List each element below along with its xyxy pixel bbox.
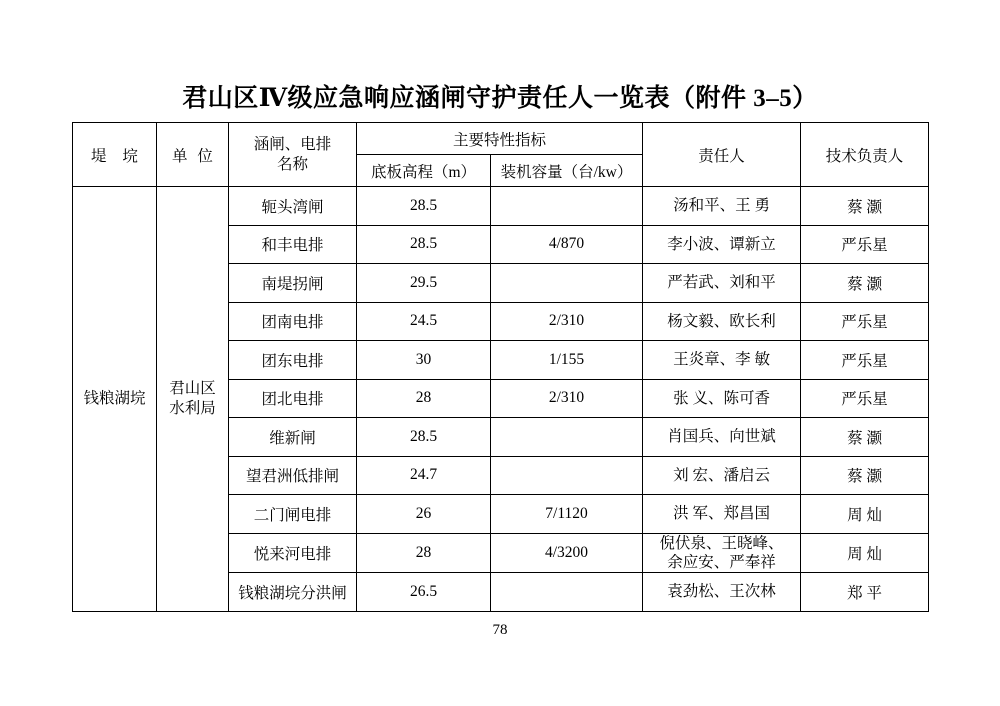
cell-responsible: 王炎章、李 敏 [643,341,801,380]
cell-elevation: 24.7 [357,456,491,495]
cell-responsible: 肖国兵、向世斌 [643,418,801,457]
cell-facility: 望君洲低排闸 [229,456,357,495]
cell-elevation: 29.5 [357,264,491,303]
cell-responsible: 倪伏泉、王晓峰、 余应安、严奉祥 [643,533,801,573]
header-bottom-elevation: 底板高程（m） [357,155,491,187]
cell-elevation: 30 [357,341,491,380]
cell-responsible: 洪 军、郑昌国 [643,495,801,534]
cell-elevation: 24.5 [357,302,491,341]
page-title: 君山区Ⅳ级应急响应涵闸守护责任人一览表（附件 3–5） [182,85,818,112]
cell-responsible: 杨文毅、欧长利 [643,302,801,341]
cell-responsible: 李小波、谭新立 [643,225,801,264]
table-container [72,122,928,612]
header-installed-capacity: 装机容量（台/kw） [491,155,643,187]
cell-dike-name: 钱粮湖垸 [73,187,157,612]
cell-technical: 严乐星 [801,341,929,380]
cell-facility: 团南电排 [229,302,357,341]
responsibility-table [72,122,929,612]
cell-technical: 周 灿 [801,495,929,534]
cell-unit-name: 君山区 水利局 [157,187,229,612]
cell-facility: 维新闸 [229,418,357,457]
cell-responsible: 汤和平、王 勇 [643,187,801,226]
cell-technical: 周 灿 [801,533,929,573]
cell-elevation: 28.5 [357,187,491,226]
header-facility-name: 涵闸、电排 名称 [229,123,357,187]
cell-capacity: 1/155 [491,341,643,380]
table-header-row-1 [73,123,929,155]
cell-facility: 团东电排 [229,341,357,380]
cell-responsible: 刘 宏、潘启云 [643,456,801,495]
cell-facility: 悦来河电排 [229,533,357,573]
cell-capacity: 4/870 [491,225,643,264]
header-responsible-person: 责任人 [643,123,801,187]
table-body [73,187,929,612]
cell-technical: 严乐星 [801,379,929,418]
cell-facility: 二门闸电排 [229,495,357,534]
cell-capacity [491,418,643,457]
cell-elevation: 28.5 [357,418,491,457]
cell-capacity: 2/310 [491,379,643,418]
cell-technical: 严乐星 [801,225,929,264]
cell-facility: 钱粮湖垸分洪闸 [229,573,357,612]
cell-responsible: 袁劲松、王次林 [643,573,801,612]
cell-technical: 蔡 灏 [801,264,929,303]
cell-responsible: 严若武、刘和平 [643,264,801,303]
header-technical-lead: 技术负责人 [801,123,929,187]
cell-elevation: 26.5 [357,573,491,612]
cell-elevation: 28 [357,379,491,418]
cell-capacity [491,456,643,495]
cell-elevation: 28.5 [357,225,491,264]
cell-responsible: 张 义、陈可香 [643,379,801,418]
header-unit: 单 位 [157,123,229,187]
cell-capacity: 7/1120 [491,495,643,534]
table-row [73,187,929,226]
cell-capacity [491,187,643,226]
cell-capacity [491,573,643,612]
header-dike: 堤 垸 [73,123,157,187]
cell-technical: 蔡 灏 [801,187,929,226]
cell-capacity [491,264,643,303]
cell-technical: 蔡 灏 [801,456,929,495]
cell-facility: 和丰电排 [229,225,357,264]
cell-facility: 轭头湾闸 [229,187,357,226]
cell-technical: 严乐星 [801,302,929,341]
header-main-specs: 主要特性指标 [357,123,643,155]
cell-technical: 蔡 灏 [801,418,929,457]
cell-elevation: 28 [357,533,491,573]
cell-facility: 南堤拐闸 [229,264,357,303]
cell-capacity: 4/3200 [491,533,643,573]
cell-technical: 郑 平 [801,573,929,612]
table-header [73,123,929,187]
page-number: 78 [492,622,508,638]
cell-facility: 团北电排 [229,379,357,418]
cell-capacity: 2/310 [491,302,643,341]
cell-elevation: 26 [357,495,491,534]
